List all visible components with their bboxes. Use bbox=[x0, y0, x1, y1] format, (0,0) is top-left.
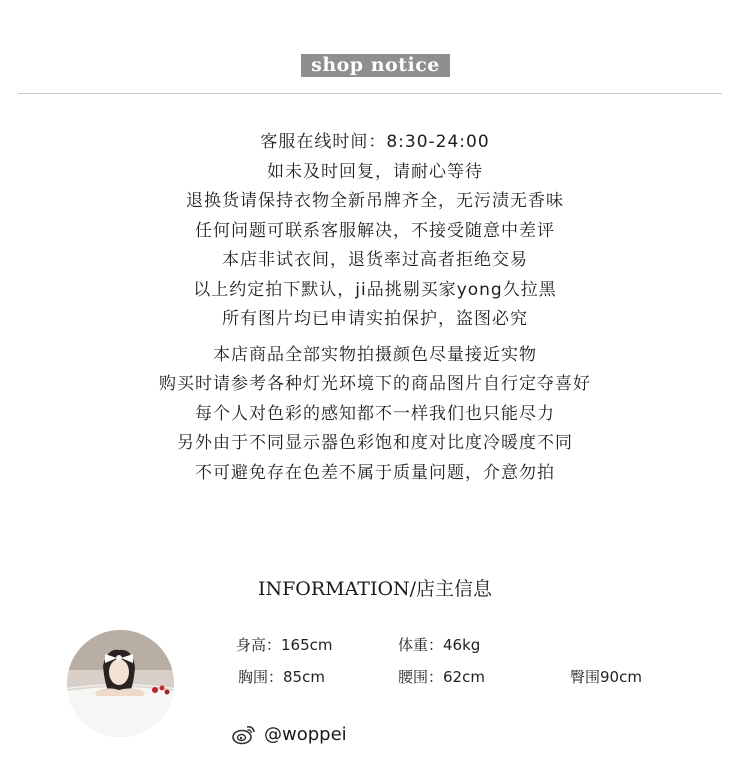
notice-line: 如未及时回复，请耐心等待 bbox=[267, 161, 483, 182]
notice-line: 购买时请参考各种灯光环境下的商品图片自行定夺喜好 bbox=[159, 374, 591, 394]
shop-notice-badge: shop notice bbox=[301, 54, 450, 77]
notice-line: 客服在线时间：8:30-24:00 bbox=[260, 132, 490, 152]
waist-stat: 腰围：62cm bbox=[398, 668, 485, 686]
height-stat: 身高：165cm bbox=[236, 636, 333, 654]
avatar bbox=[67, 630, 174, 737]
notice-line: 本店商品全部实物拍摄颜色尽量接近实物 bbox=[213, 344, 537, 365]
weibo-link[interactable] bbox=[232, 721, 347, 747]
info-title: INFORMATION/店主信息 bbox=[257, 578, 493, 600]
notice-line: 每个人对色彩的感知都不一样我们也只能尽力 bbox=[195, 403, 555, 424]
notice-line: 不可避免存在色差不属于质量问题，介意勿拍 bbox=[195, 462, 555, 483]
avatar-photo bbox=[67, 630, 174, 737]
notice-line: 另外由于不同显示器色彩饱和度对比度冷暖度不同 bbox=[177, 433, 573, 453]
weight-stat: 体重：46kg bbox=[398, 636, 481, 654]
notice-line: 以上约定拍下默认，ji品挑剔买家yong久拉黑 bbox=[193, 279, 557, 300]
notice-line: 退换货请保持衣物全新吊牌齐全，无污渍无香味 bbox=[186, 191, 564, 211]
weibo-handle[interactable]: @woppei bbox=[264, 723, 347, 745]
divider bbox=[18, 93, 722, 94]
notice-line: 所有图片均已申请实拍保护，盗图必究 bbox=[222, 309, 528, 329]
notice-line: 任何问题可联系客服解决，不接受随意中差评 bbox=[195, 220, 555, 241]
bust-stat: 胸围：85cm bbox=[238, 668, 325, 686]
notice-block bbox=[0, 128, 750, 488]
hip-stat: 臀围90cm bbox=[570, 668, 642, 686]
notice-line: 本店非试衣间，退货率过高者拒绝交易 bbox=[222, 250, 528, 270]
weibo-icon bbox=[232, 723, 256, 745]
